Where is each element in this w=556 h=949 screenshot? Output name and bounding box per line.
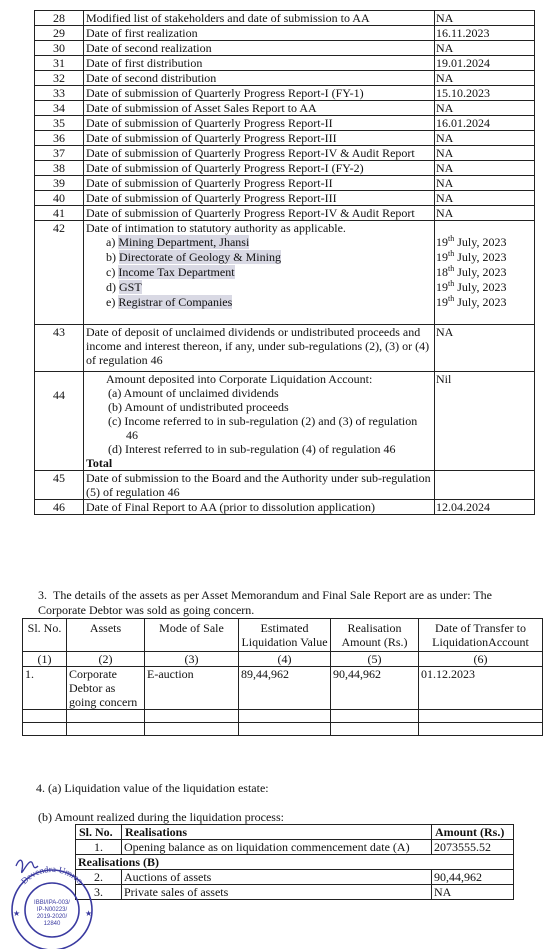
- row-number: 1.: [76, 840, 122, 855]
- seal-star-icon: ★: [13, 909, 21, 918]
- table-cell: Corporate Debtor as going concern: [67, 667, 145, 710]
- table-row: [76, 840, 514, 855]
- deposit-list: [86, 386, 432, 456]
- row-number: 38: [35, 161, 84, 176]
- table-cell: 90,44,962: [331, 667, 419, 710]
- deposit-item: (c) Income referred to in sub-regulation (2) and (3) of regulation 46: [108, 414, 418, 442]
- row-number: 43: [35, 325, 84, 372]
- row-number: 46: [35, 500, 84, 515]
- seal-star-icon: ★: [85, 909, 93, 918]
- column-header: Amount (Rs.): [432, 825, 514, 840]
- realisations-subheader: [76, 855, 514, 870]
- deposit-total-label: Total: [86, 456, 113, 470]
- row-value: NA: [435, 206, 535, 221]
- row-description: Date of second distribution: [84, 71, 435, 86]
- table-row: [76, 870, 514, 885]
- liquidation-status-table: [34, 10, 535, 515]
- realisations-table: [75, 824, 514, 900]
- table-row: [76, 885, 514, 900]
- table-row-46: [35, 500, 535, 515]
- row-description: Date of submission of Quarterly Progress Report-III: [84, 131, 435, 146]
- row-description: Date of deposit of unclaimed dividends or undistributed proceeds and income and interest thereon, if any, under sub-regulations (2), (3) or (4) of regulation 46: [84, 325, 435, 372]
- row-number: 31: [35, 56, 84, 71]
- row-value: 16.01.2024: [435, 116, 535, 131]
- subheader-label: Realisations (B): [76, 855, 514, 870]
- table-row-42: [35, 221, 535, 325]
- seal-name-text: Devendra Umrao: [18, 863, 86, 887]
- column-header: Estimated Liquidation Value: [239, 619, 331, 652]
- row-value: 12.04.2024: [435, 500, 535, 515]
- assets-index-row: [23, 652, 543, 667]
- table-row: [35, 131, 535, 146]
- row-description: Date of submission of Quarterly Progress Report-I (FY-2): [84, 161, 435, 176]
- realisations-header-row: [76, 825, 514, 840]
- row-description: Date of submission of Quarterly Progress Report-III: [84, 191, 435, 206]
- row-number: 3.: [76, 885, 122, 900]
- insolvency-professional-seal: [2, 852, 102, 949]
- authority-name: Directorate of Geology & Mining: [119, 250, 281, 264]
- seal-reg-line: 12840: [43, 921, 61, 927]
- row-description: Private sales of assets: [122, 885, 432, 900]
- deposit-heading: Amount deposited into Corporate Liquidation Account:: [106, 372, 373, 386]
- column-header: Realisation Amount (Rs.): [331, 619, 419, 652]
- intimation-date: 18th July, 2023: [436, 264, 507, 279]
- table-row-44: [35, 372, 535, 471]
- column-index: (2): [67, 652, 145, 667]
- authority-list: [86, 235, 432, 310]
- row-value: 16.11.2023: [435, 26, 535, 41]
- assets-table: [22, 618, 543, 736]
- row-value: NA: [435, 131, 535, 146]
- main-table-body-lower: [35, 221, 535, 515]
- row-description: Date of first realization: [84, 26, 435, 41]
- row-description: [84, 221, 435, 325]
- row-value: NA: [435, 191, 535, 206]
- section-3-text: The details of the assets as per Asset Memorandum and Final Sale Report are as under: The Corporate Debtor was sold as going concern.: [38, 588, 492, 617]
- row-description: Opening balance as on liquidation commencement date (A): [122, 840, 432, 855]
- intimation-heading: Date of intimation to statutory authority as applicable.: [86, 221, 346, 235]
- intimation-dates: [436, 235, 532, 310]
- row-value: NA: [435, 146, 535, 161]
- row-number: 42: [35, 221, 84, 325]
- row-number: 36: [35, 131, 84, 146]
- authority-item: a) Mining Department, Jhansi: [106, 235, 250, 249]
- row-value: [435, 221, 535, 325]
- row-value: NA: [435, 11, 535, 26]
- assets-header-row: [23, 619, 543, 652]
- row-description: Date of submission of Quarterly Progress Report-II: [84, 176, 435, 191]
- table-row: [35, 86, 535, 101]
- empty-row: [23, 710, 543, 723]
- row-value: NA: [432, 885, 514, 900]
- table-row: [35, 11, 535, 26]
- authority-name: Mining Department, Jhansi: [118, 235, 250, 249]
- row-value: Nil: [435, 372, 535, 471]
- table-row: [35, 101, 535, 116]
- row-number: 35: [35, 116, 84, 131]
- section-4a-heading: 4. (a) Liquidation value of the liquidation estate:: [36, 781, 269, 795]
- authority-item: c) Income Tax Department: [106, 265, 235, 279]
- row-number: 2.: [76, 870, 122, 885]
- row-description: Date of first distribution: [84, 56, 435, 71]
- column-header: Realisations: [122, 825, 432, 840]
- column-index: (1): [23, 652, 67, 667]
- row-value: [435, 471, 535, 500]
- column-header: Date of Transfer to LiquidationAccount: [419, 619, 543, 652]
- section-3-heading: 3. The details of the assets as per Asset Memorandum and Final Sale Report are as under: The Corporate Debtor was sold as going concern.: [38, 588, 492, 617]
- row-description: Date of submission to the Board and the Authority under sub-regulation (5) of regulation 46: [84, 471, 435, 500]
- table-cell: 01.12.2023: [419, 667, 543, 710]
- table-cell: 1.: [23, 667, 67, 710]
- row-number: 40: [35, 191, 84, 206]
- row-number: 39: [35, 176, 84, 191]
- row-value: NA: [435, 161, 535, 176]
- table-row: [35, 116, 535, 131]
- column-header: Sl. No.: [23, 619, 67, 652]
- row-number: 30: [35, 41, 84, 56]
- authority-name: GST: [119, 280, 142, 294]
- column-index: (3): [145, 652, 239, 667]
- row-value: NA: [435, 101, 535, 116]
- row-number: 29: [35, 26, 84, 41]
- authority-item: d) GST: [106, 280, 142, 294]
- row-value: NA: [435, 41, 535, 56]
- column-index: (6): [419, 652, 543, 667]
- table-row: [35, 191, 535, 206]
- column-header: Assets: [67, 619, 145, 652]
- row-value: NA: [435, 176, 535, 191]
- row-value: NA: [435, 71, 535, 86]
- table-row: [35, 26, 535, 41]
- table-row: [23, 667, 543, 710]
- column-index: (4): [239, 652, 331, 667]
- authority-item: b) Directorate of Geology & Mining: [106, 250, 281, 264]
- intimation-date: 19th July, 2023: [436, 234, 507, 249]
- row-number: 41: [35, 206, 84, 221]
- table-row: [35, 71, 535, 86]
- row-number: 28: [35, 11, 84, 26]
- row-description: Modified list of stakeholders and date of submission to AA: [84, 11, 435, 26]
- table-row: [35, 56, 535, 71]
- row-description: Date of submission of Quarterly Progress Report-IV & Audit Report: [84, 206, 435, 221]
- intimation-date: 19th July, 2023: [436, 249, 507, 264]
- table-row: [35, 161, 535, 176]
- row-number: 45: [35, 471, 84, 500]
- row-number: 33: [35, 86, 84, 101]
- column-header: Sl. No.: [76, 825, 122, 840]
- row-description: Date of submission of Asset Sales Report to AA: [84, 101, 435, 116]
- table-cell: 89,44,962: [239, 667, 331, 710]
- row-description: Date of Final Report to AA (prior to dissolution application): [84, 500, 435, 515]
- row-description: Date of submission of Quarterly Progress Report-II: [84, 116, 435, 131]
- row-number: 34: [35, 101, 84, 116]
- table-row: [35, 206, 535, 221]
- row-value: NA: [435, 325, 535, 372]
- seal-reg-line: 2019-2020/: [36, 914, 68, 920]
- authority-item: e) Registrar of Companies: [106, 295, 233, 309]
- deposit-item: (d) Interest referred to in sub-regulation (4) of regulation 46: [108, 442, 396, 456]
- row-value: 90,44,962: [432, 870, 514, 885]
- row-description: [84, 372, 435, 471]
- column-index: (5): [331, 652, 419, 667]
- row-value: 15.10.2023: [435, 86, 535, 101]
- table-row: [35, 146, 535, 161]
- main-table-body: [35, 11, 535, 221]
- row-description: Auctions of assets: [122, 870, 432, 885]
- table-row-45: [35, 471, 535, 500]
- intimation-date: 19th July, 2023: [436, 294, 507, 309]
- row-number: 32: [35, 71, 84, 86]
- table-row: [35, 41, 535, 56]
- row-description: Date of submission of Quarterly Progress Report-IV & Audit Report: [84, 146, 435, 161]
- row-description: Date of second realization: [84, 41, 435, 56]
- row-number: 37: [35, 146, 84, 161]
- authority-name: Income Tax Department: [118, 265, 235, 279]
- authority-name: Registrar of Companies: [118, 295, 233, 309]
- table-cell: E-auction: [145, 667, 239, 710]
- column-header: Mode of Sale: [145, 619, 239, 652]
- row-description: Date of submission of Quarterly Progress Report-I (FY-1): [84, 86, 435, 101]
- row-number: 44: [35, 372, 84, 471]
- intimation-date: 19th July, 2023: [436, 279, 507, 294]
- deposit-item: (b) Amount of undistributed proceeds: [108, 400, 289, 414]
- table-row-43: [35, 325, 535, 372]
- seal-reg-line: IP-N00223/: [36, 907, 68, 913]
- row-value: 2073555.52: [432, 840, 514, 855]
- row-value: 19.01.2024: [435, 56, 535, 71]
- seal-reg-line: IBBI/IPA-003/: [34, 900, 70, 906]
- empty-row: [23, 723, 543, 736]
- section-4b-heading: (b) Amount realized during the liquidation process:: [38, 810, 284, 824]
- deposit-item: (a) Amount of unclaimed dividends: [108, 386, 279, 400]
- table-row: [35, 176, 535, 191]
